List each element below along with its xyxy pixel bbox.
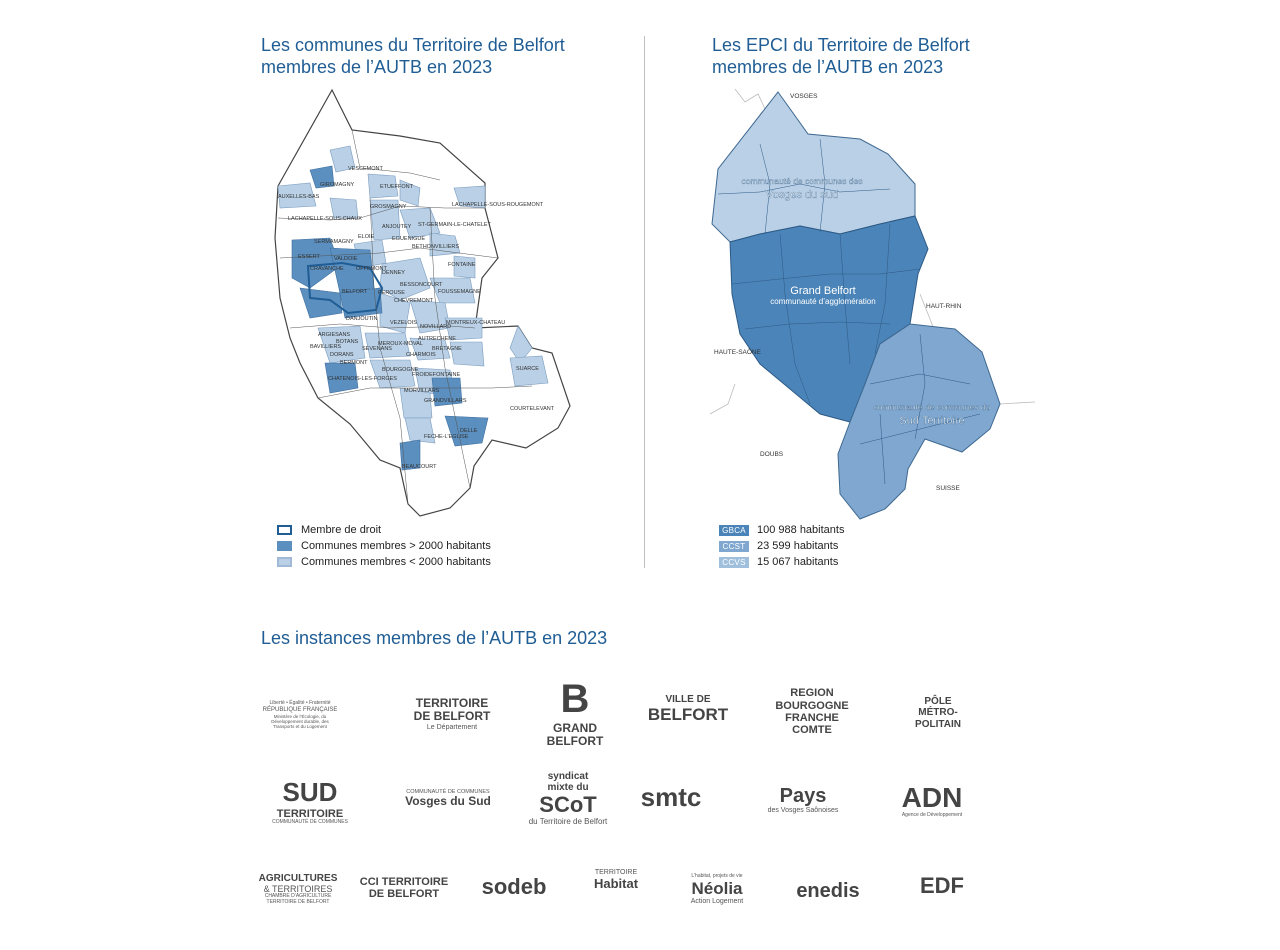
logo-text: TERRITOIRE DE BELFORT	[266, 898, 330, 905]
left-legend	[277, 522, 491, 570]
commune-label: SEVENANS	[362, 346, 392, 352]
logo-region-bfc	[766, 678, 858, 746]
commune-label: BELFORT	[342, 289, 368, 295]
logo-text: VILLE DE	[665, 693, 711, 705]
logo-sodeb	[474, 858, 554, 916]
commune-label: COURTELEVANT	[510, 406, 555, 412]
logo-cci	[354, 856, 454, 920]
legend-item	[277, 554, 491, 570]
logo-text: TERRITOIRE	[415, 695, 489, 710]
commune-label: CRAVANCHE	[310, 266, 344, 272]
commune-label: ELOIE	[358, 234, 375, 240]
commune-label: MORVILLARS	[404, 388, 440, 394]
logo-pays-vosges-saonoises	[752, 774, 854, 826]
right-title-line2: membres de l’AUTB en 2023	[712, 57, 944, 77]
commune-label: CHARMOIS	[406, 352, 436, 358]
left-title-line1: Les communes du Territoire de Belfort	[261, 35, 565, 55]
commune-label: DANJOUTIN	[346, 316, 378, 322]
logo-text: GRAND	[553, 720, 597, 735]
commune-label: FONTAINE	[448, 262, 476, 268]
logo-edf	[896, 866, 988, 906]
grand-belfort-line1: Grand Belfort	[790, 285, 856, 297]
commune-label: DORANS	[330, 352, 354, 358]
logo-text: & TERRITOIRES	[263, 883, 333, 894]
logo-text: enedis	[796, 879, 860, 902]
commune-label: DELLE	[460, 428, 478, 434]
commune-label: LACHAPELLE-SOUS-ROUGEMONT	[452, 202, 544, 208]
logo-text: ADN	[901, 781, 963, 813]
instances-title: Les instances membres de l’AUTB en 2023	[261, 628, 608, 648]
commune-label: BEAUCOURT	[402, 464, 437, 470]
right-map-title	[712, 34, 970, 78]
logo-grand-belfort	[540, 676, 610, 750]
commune-label: VALDOIE	[334, 256, 358, 262]
logo-neolia	[668, 866, 766, 914]
logo-text: MÉTRO-	[918, 707, 958, 719]
logo-text: Liberté • Égalité • Fraternité	[269, 700, 331, 707]
logo-text: TERRITOIRE	[594, 868, 638, 876]
commune-label: OFFEMONT	[356, 266, 387, 272]
logo-text: L’habitat, projets de vie	[691, 872, 743, 879]
logo-text: RÉPUBLIQUE FRANÇAISE	[262, 706, 338, 713]
region-vosges-du-sud	[712, 92, 915, 242]
legend-item	[719, 522, 844, 538]
commune-label: CHEVREMONT	[394, 298, 434, 304]
commune-label: NOVILLARD	[420, 324, 452, 330]
logo-text: COMTE	[792, 724, 832, 737]
logo-prefecture	[262, 678, 338, 752]
commune-label: FROIDEFONTAINE	[412, 372, 461, 378]
legend-label: 23 599 habitants	[757, 540, 839, 552]
grand-belfort-line2: communauté d’agglomération	[770, 297, 876, 306]
sud-territoire-line1: communauté de communes du	[873, 402, 991, 412]
logo-text: REGION	[790, 687, 834, 700]
neighbor-label: HAUTE-SAÔNE	[714, 349, 761, 356]
logo-scot	[528, 766, 608, 832]
commune-label: BAVILLIERS	[310, 344, 342, 350]
logo-text: syndicat	[547, 771, 589, 782]
commune-label: DENNEY	[382, 270, 405, 276]
commune-label: CHATENOIS-LES-FORGES	[328, 376, 397, 382]
logo-pole-metropolitain	[882, 686, 994, 740]
logo-smtc	[626, 780, 716, 816]
logo-text: COMMUNAUTÉ DE COMMUNES	[272, 818, 348, 825]
commune-label: ST-GERMAIN-LE-CHATELET	[418, 222, 491, 228]
vosges-du-sud-line1: communauté de communes des	[741, 176, 863, 186]
commune-label: AUXELLES-BAS	[278, 194, 320, 200]
logo-text: Vosges du Sud	[405, 794, 491, 809]
neighbor-label: HAUT-RHIN	[926, 303, 962, 310]
vosges-du-sud-line2: Vosges du sud	[765, 189, 839, 201]
logo-text: Agence de Développement	[901, 811, 963, 818]
commune-label: SERMAMAGNY	[314, 239, 354, 245]
legend-badge: CCVS	[719, 557, 749, 568]
logo-text: mixte du	[547, 782, 589, 794]
commune-label: BETHONVILLIERS	[412, 244, 460, 250]
legend-item	[719, 554, 844, 570]
commune-label: SUARCE	[516, 366, 539, 372]
logo-text: AGRICULTURES	[258, 872, 338, 884]
commune-label: AUTRECHENE	[418, 336, 456, 342]
legend-label: 100 988 habitants	[757, 524, 845, 536]
commune-label: VEZELOIS	[390, 320, 417, 326]
logo-text: B	[560, 677, 590, 722]
legend-swatch	[277, 557, 292, 567]
commune-label: MONTREUX-CHATEAU	[446, 320, 506, 326]
commune-label: MEROUX-MOVAL	[378, 341, 423, 347]
commune-label: GIROMAGNY	[320, 182, 355, 188]
neighbor-label: SUISSE	[936, 485, 960, 492]
commune-label: GROSMAGNY	[370, 204, 407, 210]
legend-label: 15 067 habitants	[757, 556, 839, 568]
left-map-title	[261, 34, 565, 78]
logo-text: DE BELFORT	[413, 709, 491, 724]
legend-badge: GBCA	[719, 525, 749, 536]
logo-text: Ministère de l’Écologie, du Développement durable, des Transports et du Logement	[271, 713, 329, 729]
logo-text: Pays	[779, 784, 827, 807]
logo-text: TERRITOIRE	[276, 807, 344, 820]
logo-territoire-habitat	[588, 850, 644, 910]
legend-badge: CCST	[719, 541, 749, 552]
logo-text: BELFORT	[546, 734, 604, 749]
commune-label: BERMONT	[340, 360, 368, 366]
legend-item	[277, 522, 491, 538]
logo-sud-territoire	[254, 778, 366, 826]
logo-territoire-de-belfort	[393, 684, 511, 744]
communes-map	[270, 88, 580, 518]
logo-text: CHAMBRE D’AGRICULTURE	[264, 893, 332, 900]
logo-text: SCoT	[539, 792, 597, 818]
commune-label: LACHAPELLE-SOUS-CHAUX	[288, 216, 362, 222]
logo-text: EDF	[920, 872, 964, 898]
legend-label: Communes membres < 2000 habitants	[301, 556, 491, 568]
commune-label: EGUENIGUE	[392, 236, 426, 242]
commune-label: GRANDVILLARS	[424, 398, 467, 404]
logo-text: BOURGOGNE	[775, 699, 849, 712]
logo-text: smtc	[640, 782, 702, 813]
logo-ville-de-belfort	[646, 676, 730, 742]
logo-text: Habitat	[593, 875, 639, 891]
neighbor-label: DOUBS	[760, 451, 784, 458]
logo-text: BELFORT	[647, 705, 729, 725]
left-title-line2: membres de l’AUTB en 2023	[261, 57, 493, 77]
right-title-line1: Les EPCI du Territoire de Belfort	[712, 35, 970, 55]
commune-label: PEROUSE	[378, 290, 405, 296]
legend-item	[719, 538, 844, 554]
commune-label: FOUSSEMAGNE	[438, 289, 481, 295]
logo-text: POLITAIN	[915, 718, 961, 730]
logo-text: DE BELFORT	[368, 888, 440, 900]
logo-enedis	[784, 876, 872, 906]
commune-label: BOURGOGNE	[382, 367, 419, 373]
legend-label: Membre de droit	[301, 524, 382, 536]
right-legend	[719, 522, 844, 570]
commune-label: ARGIESANS	[318, 332, 351, 338]
logo-text: du Territoire de Belfort	[528, 817, 608, 827]
logo-text: COMMUNAUTÉ DE COMMUNES	[406, 789, 490, 796]
logo-text: CCI TERRITOIRE	[359, 875, 449, 888]
legend-label: Communes membres > 2000 habitants	[301, 540, 491, 552]
logo-vosges-du-sud	[404, 768, 492, 830]
commune-label: VESCEMONT	[348, 166, 383, 172]
legend-item	[277, 538, 491, 554]
panel-divider	[644, 36, 645, 568]
logo-text: des Vosges Saônoises	[767, 807, 839, 815]
commune-label: BESSONCOURT	[400, 282, 443, 288]
epci-map	[700, 84, 1040, 524]
legend-swatch	[277, 541, 292, 551]
logo-text: Action Logement	[690, 898, 744, 906]
logo-text: Le Département	[426, 723, 478, 731]
logo-chambre-agriculture	[258, 852, 338, 926]
commune-label: ESSERT	[298, 254, 320, 260]
commune-label: ETUEFFONT	[380, 184, 413, 190]
sud-territoire-line2: Sud Territoire	[899, 415, 965, 427]
commune-label: FECHE-L'EGLISE	[424, 434, 469, 440]
logo-text: Néolia	[691, 879, 743, 899]
commune-label: BRETAGNE	[432, 346, 462, 352]
legend-swatch	[277, 525, 292, 535]
neighbor-label: VOSGES	[790, 93, 818, 100]
logo-text: sodeb	[481, 873, 547, 899]
logo-text: FRANCHE	[785, 712, 839, 724]
logo-adn	[888, 772, 976, 828]
logo-text: SUD	[282, 777, 338, 808]
commune-label: ANJOUTEY	[382, 224, 412, 230]
commune-label: BOTANS	[336, 339, 359, 345]
logo-text: PÔLE	[924, 696, 952, 708]
